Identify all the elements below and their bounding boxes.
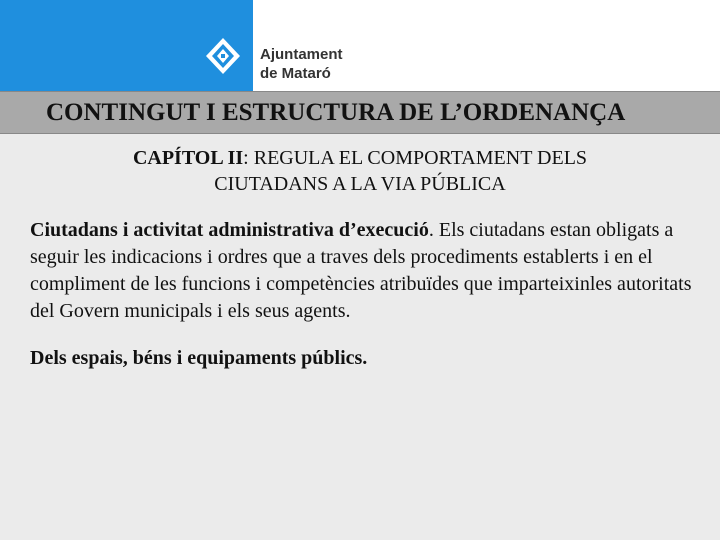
subtitle-line-1-rest: : REGULA EL COMPORTAMENT DELS (243, 147, 588, 169)
paragraph-body: . Els ciutadans estan obligats a seguir les indicacions i ordres que a traves dels procediments establerts i en el compliment de les funcions i competències atribuïdes que imparteixinles autoritats del Govern municipals i els seus agents. (30, 219, 692, 322)
logo-wordmark (260, 45, 343, 83)
page-title: CONTINGUT I ESTRUCTURA DE L’ORDENANÇA (46, 99, 626, 126)
title-bar (0, 91, 720, 134)
chapter-subtitle (0, 145, 720, 197)
paragraph-lead: Ciutadans i activitat administrativa d’execució (30, 219, 429, 241)
subtitle-line-1 (0, 145, 720, 171)
section-heading: Dels espais, béns i equipaments públics. (30, 347, 368, 369)
logo-line-1: Ajuntament (260, 46, 343, 63)
subtitle-line-2: CIUTADANS A LA VIA PÚBLICA (214, 173, 506, 195)
mataro-coat-of-arms-icon (196, 18, 250, 84)
chapter-label: CAPÍTOL II (132, 147, 244, 169)
logo-line-2: de Mataró (260, 65, 331, 82)
body-paragraph (30, 217, 715, 325)
